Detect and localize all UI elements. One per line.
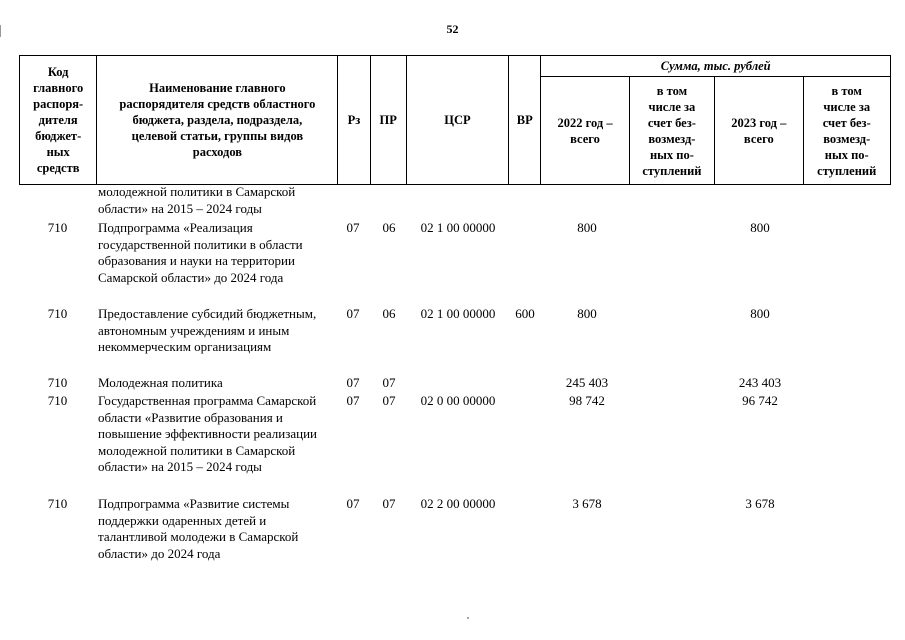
cell-pr: 06	[382, 306, 396, 321]
cell-pr: 07	[382, 393, 396, 408]
cell-rz: 07	[346, 393, 360, 408]
cell-code: 710	[47, 393, 68, 408]
cell-code: 710	[47, 375, 68, 390]
header-pr: ПР	[370, 56, 406, 185]
cell-csr: 02 2 00 00000	[420, 496, 496, 511]
cell-sum-2023: 243 403	[738, 375, 782, 390]
cell-rz: 07	[346, 496, 360, 511]
cell-name: Предоставление субсидий бюджетным, автономным учреждениям и иным некоммерческим организациям	[98, 306, 317, 354]
page-number: 52	[446, 22, 459, 36]
cell-sum-2023: 800	[750, 220, 770, 235]
table-row	[19, 220, 891, 306]
header-2023-total: 2023 год – всего	[715, 77, 803, 185]
cell-vr: 600	[515, 306, 535, 321]
table-row	[19, 306, 891, 375]
cell-sum-2023: 96 742	[742, 393, 778, 408]
cell-sum-2022: 245 403	[565, 375, 609, 390]
cell-pr: 07	[382, 375, 396, 390]
cell-sum-2023: 800	[750, 306, 770, 321]
header-vr: ВР	[509, 56, 541, 185]
table-row	[19, 496, 891, 566]
cell-name: Государственная программа Самарской области «Развитие образования и повышение эффективности реализации молодежной политики в Самарской области» на 2015 – 2024 годы	[98, 393, 317, 474]
cell-code: 710	[47, 306, 68, 321]
cell-pr: 06	[382, 220, 396, 235]
cell-csr: 02 1 00 00000	[420, 306, 496, 321]
cell-sum-2022: 800	[577, 220, 597, 235]
table-row	[19, 184, 891, 220]
cell-rz: 07	[346, 306, 360, 321]
header-csr: ЦСР	[406, 56, 508, 185]
cell-sum-2022: 800	[577, 306, 597, 321]
cell-code: 710	[47, 496, 68, 511]
table-body	[19, 184, 891, 566]
cell-csr: 02 1 00 00000	[420, 220, 496, 235]
cell-name: молодежной политики в Самарской области» на 2015 – 2024 годы	[98, 184, 296, 216]
cell-code: 710	[47, 220, 68, 235]
cell-rz: 07	[346, 375, 360, 390]
cell-csr: 02 0 00 00000	[420, 393, 496, 408]
header-code: Код главного распоря-дителя бюджет-ных средств	[20, 56, 97, 185]
header-name: Наименование главного распорядителя средств областного бюджета, раздела, подраздела, целевой статьи, группы видов расходов	[97, 56, 338, 185]
cell-pr: 07	[382, 496, 396, 511]
cell-name: Подпрограмма «Реализация государственной политики в области образования и науки на территории Самарской области» до 2024 года	[98, 220, 303, 285]
cell-name: Подпрограмма «Развитие системы поддержки одаренных детей и талантливой молодежи в Самарской области» до 2024 года	[98, 496, 299, 561]
header-2023-free: в том числе за счет без-возмезд-ных по-ступлений	[803, 77, 890, 185]
scan-dot	[467, 617, 469, 619]
cell-name: Молодежная политика	[98, 375, 223, 390]
header-2022-free: в том числе за счет без-возмезд-ных по-ступлений	[629, 77, 714, 185]
cell-sum-2022: 98 742	[569, 393, 605, 408]
cell-sum-2023: 3 678	[745, 496, 775, 511]
cell-sum-2022: 3 678	[572, 496, 602, 511]
header-rz: Рз	[338, 56, 370, 185]
header-sum-title: Сумма, тыс. рублей	[541, 56, 891, 77]
table-header	[19, 55, 891, 185]
header-2022-total: 2022 год – всего	[541, 77, 629, 185]
table-row	[19, 393, 891, 496]
table-row	[19, 375, 891, 393]
cell-rz: 07	[346, 220, 360, 235]
